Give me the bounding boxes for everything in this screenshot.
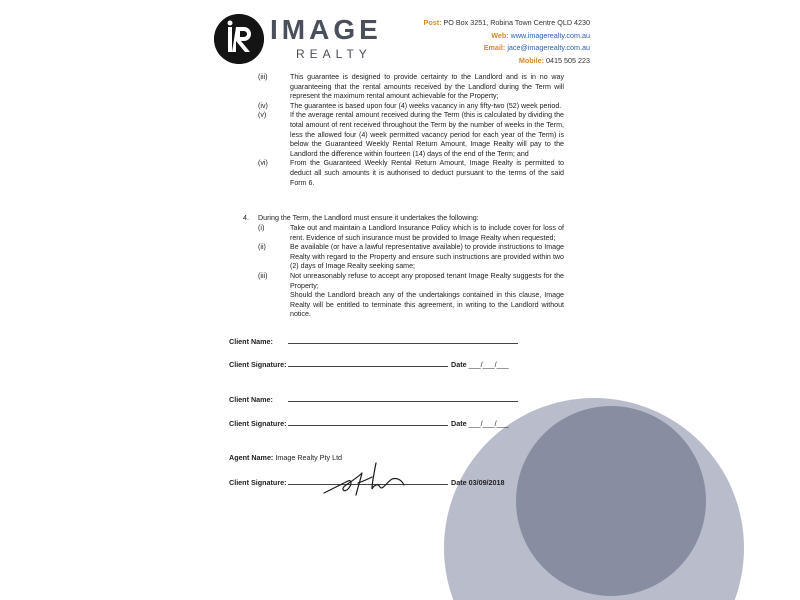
client-name-field-2[interactable]	[288, 401, 518, 402]
handwritten-signature-icon	[318, 455, 408, 503]
agent-name-value: Image Realty Pty Ltd	[275, 453, 343, 462]
contact-email: Email: jace@imagerealty.com.au	[483, 43, 590, 53]
clause-item: (iv) The guarantee is based upon four (4) weeks vacancy in any fifty-two (52) week period.	[258, 101, 562, 110]
clause-item: (vi) From the Guaranteed Weekly Rental Return Amount, Image Realty is permitted to deduct all such amounts it is authorised to deduct pursuant to the terms of the said Form 6.	[258, 159, 564, 187]
logo-wordmark: IMAGE	[270, 14, 382, 45]
contact-web: Web: www.imagerealty.com.au	[491, 30, 590, 40]
closing-paragraph: Should the Landlord breach any of the undertakings contained in this clause, Image Realty will be entitled to terminate this agreement, in writing to the Landlord without notice.	[290, 291, 564, 319]
date-label-2: Date ___/___/___	[451, 419, 509, 428]
clause-item: (iii) Not unreasonably refuse to accept any proposed tenant Image Realty suggests for the Property;	[258, 271, 564, 290]
client-name-field-1[interactable]	[288, 343, 518, 344]
logo-monogram-icon	[214, 14, 264, 64]
decorative-circle-dark	[516, 406, 706, 596]
date-field-1[interactable]: ___/___/___	[468, 360, 509, 369]
document-page: IMAGE REALTY Post: PO Box 3251, Robina Town Centre QLD 4230 Web: www.imagerealty.com.au Email: jace@imagerealty.com.au Mobile: 0415 505 223 (iii) This guarantee is designed to provide certainty to the Landlord and is in no way guaranteeing that the rental amounts received by the Landlord during the Term will represent the maximum rental amount achievable for the Property; (iv) The guarantee is based upon four (4) weeks vacancy in any fifty-two (52) week period. (v) If the average rental amount received during the Term (this is calculated by dividing the total amount of rent received throughout the Term by the number of weeks in the Term, less the allowed four (4) week permitted vacancy period for each year of the Term) is below the Guaranteed Weekly Rental Return Amount, Image Realty will pay to the Landlord the difference within fourteen (14) days of the end of the Term; and (vi) From the Guaranteed Weekly Rental Return Amount, Image Realty is permitted to deduct all such amounts it is authorised to deduct pursuant to the terms of the said Form 6. 4. During the Term, the Landlord must ensure it undertakes the following: (i) Take out and maintain a Landlord Insurance Policy which is to include cover for loss of rent. Evidence of such insurance must be provided to Image Realty when requested; (ii) Be available (or have a lawful representative available) to provide instructions to Image Realty with regard to the Property and ensure such instructions are provided within two (2) days of Image Realty seeking same; (iii) Not unreasonably refuse to accept any proposed tenant Image Realty suggests for the Property; Should the Landlord breach any of the undertakings contained in this clause, Image Realty will be entitled to terminate this agreement, in writing to the Landlord without notice. Client Name: Client Signature: Date ___/___/___ Client Name: Client Signature: Date ___/___/___ Agent Name: Image Realty Pty Ltd Client Signature: Date 03/09/2018	[0, 0, 800, 600]
contact-block	[424, 17, 590, 67]
client-signature-field-1[interactable]	[288, 366, 448, 367]
client-signature-label-1: Client Signature:	[229, 360, 287, 369]
client-name-label-1: Client Name:	[229, 337, 273, 346]
clause-item: (ii) Be available (or have a lawful representative available) to provide instructions to Image Realty with regard to the Property and ensure such instructions are provided within two (2) days of Image Realty seeking same;	[258, 243, 564, 271]
image-realty-logo	[214, 14, 382, 66]
contact-mobile: Mobile: 0415 505 223	[518, 55, 590, 65]
email-link[interactable]: jace@imagerealty.com.au	[507, 43, 590, 53]
clause-list-b	[258, 224, 564, 320]
agent-date: Date 03/09/2018	[451, 478, 505, 487]
date-label-1: Date ___/___/___	[451, 360, 509, 369]
clause-item: (v) If the average rental amount received during the Term (this is calculated by dividing the total amount of rent received throughout the Term by the number of weeks in the Term, less the allowed four (4) week permitted vacancy period for each year of the Term) is below the Guaranteed Weekly Rental Return Amount, Image Realty will pay to the Landlord the difference within fourteen (14) days of the end of the Term; and	[258, 111, 564, 158]
website-link[interactable]: www.imagerealty.com.au	[510, 30, 590, 40]
agent-signature-label: Client Signature:	[229, 478, 287, 487]
logo-subtext: REALTY	[296, 47, 372, 61]
date-field-2[interactable]: ___/___/___	[468, 419, 509, 428]
clause-item: (i) Take out and maintain a Landlord Insurance Policy which is to include cover for loss of rent. Evidence of such insurance must be provided to Image Realty when requested;	[258, 224, 564, 242]
client-name-label-2: Client Name:	[229, 395, 273, 404]
client-signature-label-2: Client Signature:	[229, 419, 287, 428]
agent-name-label: Agent Name: Image Realty Pty Ltd	[229, 453, 343, 462]
clause-item: (iii) This guarantee is designed to provide certainty to the Landlord and is in no way guaranteeing that the rental amounts received by the Landlord during the Term will represent the maximum rental amount achievable for the Property;	[258, 73, 564, 101]
client-signature-field-2[interactable]	[288, 425, 448, 426]
clause-list-a	[258, 73, 564, 188]
contact-post: Post: PO Box 3251, Robina Town Centre QLD 4230	[423, 18, 590, 27]
